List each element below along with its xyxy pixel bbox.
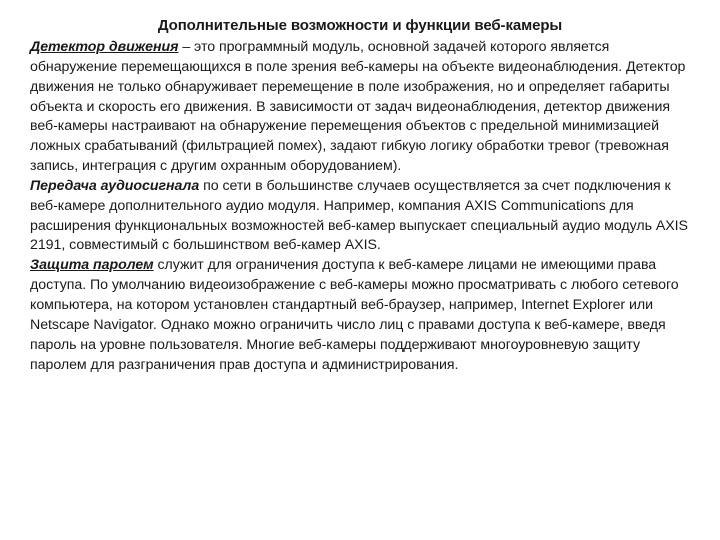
term-motion-detector: Детектор движения <box>30 39 179 55</box>
page-title: Дополнительные возможности и функции веб-камеры <box>157 17 563 34</box>
paragraph-audio-transfer <box>30 177 694 256</box>
body-text <box>30 38 694 375</box>
paragraph-text: по сети в большинстве случаев осуществляется за счет подключения к веб-камере дополнительного аудио модуля. Например, компания AXIS Communications для расширения функциональных возможностей веб-камер выпускает специальный аудио модуль AXIS 2191, совместимый с большинством веб-камер AXIS. <box>30 177 688 254</box>
paragraph-password-protection <box>30 256 694 375</box>
term-password-protection: Защита паролем <box>30 257 154 274</box>
paragraph-text: служит для ограничения доступа к веб-камере лицами не имеющими права доступа. По умолчанию видеоизображение с веб-камеры можно просматривать с любого сетевого компьютера, на котором установлен стандартный веб-браузер, например, Internet Explorer или Netscape Navigator. Однако можно ограничить число лиц с правами доступа к веб-камере, введя пароль на уровне пользователя. Многие веб-камеры поддерживают многоуровневую защиту паролем для разграничения прав доступа и администрирования. <box>30 257 679 373</box>
paragraph-motion-detector <box>30 38 694 177</box>
term-audio-transfer: Передача аудиосигнала <box>30 177 200 194</box>
paragraph-text: – это программный модуль, основной задачей которого является обнаружение перемещающихся в поле зрения веб-камеры на объекте видеонаблюдения. Детектор движения не только обнаруживает перемещение в поле изображения, но и определяет габариты объекта и скорость его движения. В зависимости от задач видеонаблюдения, детектор движения веб-камеры настраивают на обнаружение перемещения объектов с предельной минимизацией ложных срабатываний (фильтрацией помех), задают гибкую логику обработки тревог (тревожная запись, интеграция с другим охранным оборудованием). <box>30 39 686 175</box>
